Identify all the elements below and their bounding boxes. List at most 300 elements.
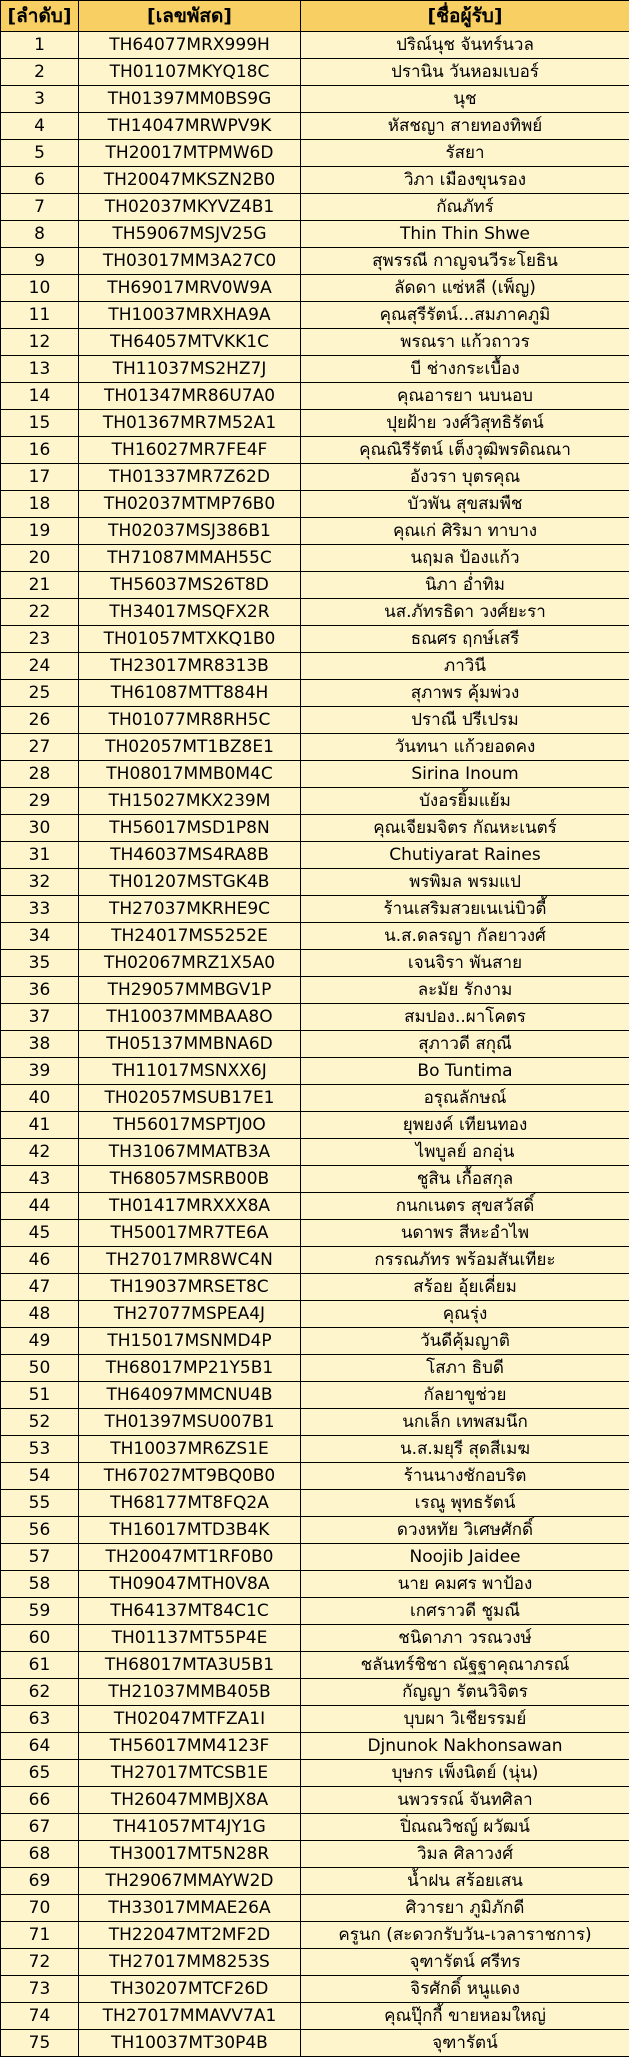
cell-order-number: 26	[1, 707, 79, 734]
cell-tracking-number: TH69017MRV0W9A	[79, 275, 301, 302]
cell-order-number: 37	[1, 1004, 79, 1031]
cell-tracking-number: TH01057MTXKQ1B0	[79, 626, 301, 653]
cell-recipient-name: สุภาพร คุ้มพ่วง	[301, 680, 629, 707]
table-row	[1, 950, 629, 977]
cell-recipient-name: ชลันทร์ชิชา ณัฐฐาคุณาภรณ์	[301, 1652, 629, 1679]
table-row	[1, 1706, 629, 1733]
cell-order-number: 45	[1, 1220, 79, 1247]
cell-recipient-name: ละมัย รักงาม	[301, 977, 629, 1004]
table-row	[1, 572, 629, 599]
cell-tracking-number: TH11017MSNXX6J	[79, 1058, 301, 1085]
cell-order-number: 38	[1, 1031, 79, 1058]
cell-recipient-name: กัลยาขูช่วย	[301, 1382, 629, 1409]
table-row	[1, 1247, 629, 1274]
cell-order-number: 24	[1, 653, 79, 680]
table-row	[1, 194, 629, 221]
cell-order-number: 74	[1, 2003, 79, 2030]
cell-tracking-number: TH68177MT8FQ2A	[79, 1490, 301, 1517]
cell-order-number: 58	[1, 1571, 79, 1598]
cell-tracking-number: TH27017MTCSB1E	[79, 1760, 301, 1787]
cell-order-number: 71	[1, 1922, 79, 1949]
cell-order-number: 72	[1, 1949, 79, 1976]
cell-recipient-name: บุษกร เพ็งนิตย์ (นุ่น)	[301, 1760, 629, 1787]
cell-recipient-name: รัสยา	[301, 140, 629, 167]
cell-tracking-number: TH34017MSQFX2R	[79, 599, 301, 626]
cell-order-number: 29	[1, 788, 79, 815]
table-row	[1, 1598, 629, 1625]
cell-tracking-number: TH01337MR7Z62D	[79, 464, 301, 491]
cell-recipient-name: พรพิมล พรมแป	[301, 869, 629, 896]
cell-tracking-number: TH27017MMAVV7A1	[79, 2003, 301, 2030]
cell-order-number: 17	[1, 464, 79, 491]
table-row	[1, 788, 629, 815]
cell-order-number: 70	[1, 1895, 79, 1922]
cell-order-number: 66	[1, 1787, 79, 1814]
table-row	[1, 1895, 629, 1922]
table-row	[1, 707, 629, 734]
cell-tracking-number: TH11037MS2HZ7J	[79, 356, 301, 383]
table-row	[1, 1625, 629, 1652]
cell-order-number: 15	[1, 410, 79, 437]
cell-order-number: 49	[1, 1328, 79, 1355]
table-row	[1, 491, 629, 518]
cell-tracking-number: TH46037MS4RA8B	[79, 842, 301, 869]
cell-tracking-number: TH27077MSPEA4J	[79, 1301, 301, 1328]
cell-order-number: 46	[1, 1247, 79, 1274]
table-row	[1, 1058, 629, 1085]
cell-recipient-name: นดาพร สีหะอำไพ	[301, 1220, 629, 1247]
table-row	[1, 734, 629, 761]
cell-tracking-number: TH10037MMBAA8O	[79, 1004, 301, 1031]
cell-recipient-name: ปรานิน วันหอมเบอร์	[301, 59, 629, 86]
table-row	[1, 545, 629, 572]
cell-recipient-name: Djnunok Nakhonsawan	[301, 1733, 629, 1760]
table-row	[1, 977, 629, 1004]
table-row	[1, 1868, 629, 1895]
cell-order-number: 62	[1, 1679, 79, 1706]
cell-tracking-number: TH31067MMATB3A	[79, 1139, 301, 1166]
table-row	[1, 680, 629, 707]
cell-tracking-number: TH68017MTA3U5B1	[79, 1652, 301, 1679]
cell-recipient-name: วันดีคุ้มญาติ	[301, 1328, 629, 1355]
cell-tracking-number: TH01347MR86U7A0	[79, 383, 301, 410]
cell-order-number: 51	[1, 1382, 79, 1409]
cell-order-number: 67	[1, 1814, 79, 1841]
cell-tracking-number: TH02037MKYVZ4B1	[79, 194, 301, 221]
cell-tracking-number: TH33017MMAE26A	[79, 1895, 301, 1922]
cell-tracking-number: TH15027MKX239M	[79, 788, 301, 815]
cell-tracking-number: TH20047MKSZN2B0	[79, 167, 301, 194]
table-row	[1, 1193, 629, 1220]
cell-recipient-name: ลัดดา แซ่หลี (เพ็ญ)	[301, 275, 629, 302]
table-row	[1, 896, 629, 923]
cell-recipient-name: นพวรรณ์ จันทศิลา	[301, 1787, 629, 1814]
cell-order-number: 60	[1, 1625, 79, 1652]
cell-recipient-name: ครูนก (สะดวกรับวัน-เวลาราชการ)	[301, 1922, 629, 1949]
table-row	[1, 1652, 629, 1679]
cell-order-number: 6	[1, 167, 79, 194]
cell-order-number: 63	[1, 1706, 79, 1733]
cell-tracking-number: TH56017MSD1P8N	[79, 815, 301, 842]
cell-recipient-name: ร้านเสริมสวยเนเน่บิวตี้	[301, 896, 629, 923]
cell-recipient-name: ดวงหทัย วิเศษศักดิ์	[301, 1517, 629, 1544]
table-row	[1, 923, 629, 950]
cell-recipient-name: กัณภัทร์	[301, 194, 629, 221]
cell-tracking-number: TH15017MSNMD4P	[79, 1328, 301, 1355]
cell-order-number: 4	[1, 113, 79, 140]
cell-order-number: 9	[1, 248, 79, 275]
table-row	[1, 356, 629, 383]
cell-order-number: 35	[1, 950, 79, 977]
table-row	[1, 167, 629, 194]
cell-recipient-name: ภาวินี	[301, 653, 629, 680]
cell-order-number: 65	[1, 1760, 79, 1787]
cell-recipient-name: บุบผา วิเชียรรมย์	[301, 1706, 629, 1733]
cell-order-number: 28	[1, 761, 79, 788]
cell-tracking-number: TH10037MRXHA9A	[79, 302, 301, 329]
cell-order-number: 75	[1, 2030, 79, 2057]
cell-recipient-name: คุณเจียมจิตร กัณหะเนตร์	[301, 815, 629, 842]
cell-order-number: 40	[1, 1085, 79, 1112]
table-row	[1, 1220, 629, 1247]
cell-order-number: 43	[1, 1166, 79, 1193]
cell-recipient-name: นกเล็ก เทพสมนึก	[301, 1409, 629, 1436]
cell-order-number: 32	[1, 869, 79, 896]
cell-order-number: 73	[1, 1976, 79, 2003]
cell-recipient-name: น.ส.มยุรี สุดสีเมฆ	[301, 1436, 629, 1463]
cell-recipient-name: อังวรา บุตรคุณ	[301, 464, 629, 491]
cell-tracking-number: TH30207MTCF26D	[79, 1976, 301, 2003]
cell-recipient-name: เกศราวดี ชูมณี	[301, 1598, 629, 1625]
cell-recipient-name: เรณู พุทธรัตน์	[301, 1490, 629, 1517]
cell-recipient-name: ยุพยงค์ เทียนทอง	[301, 1112, 629, 1139]
table-row	[1, 761, 629, 788]
cell-recipient-name: Thin Thin Shwe	[301, 221, 629, 248]
cell-order-number: 52	[1, 1409, 79, 1436]
cell-order-number: 27	[1, 734, 79, 761]
cell-recipient-name: นาย คมศร พาป้อง	[301, 1571, 629, 1598]
table-row	[1, 2030, 629, 2057]
table-row	[1, 1382, 629, 1409]
cell-recipient-name: โสภา ธิบดี	[301, 1355, 629, 1382]
header-tracking-number: [เลขพัสด]	[79, 1, 301, 32]
cell-recipient-name: คุณสุรีรัตน์...สมภาคภูมิ	[301, 302, 629, 329]
cell-tracking-number: TH41057MT4JY1G	[79, 1814, 301, 1841]
cell-recipient-name: ปราณี ปรีเปรม	[301, 707, 629, 734]
table-row	[1, 518, 629, 545]
cell-recipient-name: Chutiyarat Raines	[301, 842, 629, 869]
table-row	[1, 1166, 629, 1193]
table-row	[1, 1517, 629, 1544]
cell-order-number: 21	[1, 572, 79, 599]
cell-order-number: 5	[1, 140, 79, 167]
table-row	[1, 1922, 629, 1949]
cell-order-number: 1	[1, 32, 79, 59]
cell-tracking-number: TH01397MSU007B1	[79, 1409, 301, 1436]
cell-tracking-number: TH01397MM0BS9G	[79, 86, 301, 113]
cell-recipient-name: Noojib Jaidee	[301, 1544, 629, 1571]
cell-recipient-name: ชนิดาภา วรณวงษ์	[301, 1625, 629, 1652]
table-row	[1, 1841, 629, 1868]
cell-order-number: 31	[1, 842, 79, 869]
table-row	[1, 1409, 629, 1436]
cell-order-number: 7	[1, 194, 79, 221]
cell-recipient-name: คุณรุ่ง	[301, 1301, 629, 1328]
cell-tracking-number: TH22047MT2MF2D	[79, 1922, 301, 1949]
cell-tracking-number: TH56037MS26T8D	[79, 572, 301, 599]
cell-tracking-number: TH64057MTVKK1C	[79, 329, 301, 356]
cell-order-number: 44	[1, 1193, 79, 1220]
cell-order-number: 59	[1, 1598, 79, 1625]
cell-tracking-number: TH59067MSJV25G	[79, 221, 301, 248]
table-row	[1, 410, 629, 437]
cell-order-number: 18	[1, 491, 79, 518]
cell-order-number: 2	[1, 59, 79, 86]
table-body	[1, 32, 629, 2057]
cell-recipient-name: คุณปุ๊กกี้ ขายหอมใหญ่	[301, 2003, 629, 2030]
header-recipient-name: [ชื่อผู้รับ]	[301, 1, 629, 32]
cell-tracking-number: TH27017MR8WC4N	[79, 1247, 301, 1274]
table-row	[1, 599, 629, 626]
cell-tracking-number: TH01207MSTGK4B	[79, 869, 301, 896]
table-header	[1, 1, 629, 32]
cell-tracking-number: TH09047MTH0V8A	[79, 1571, 301, 1598]
cell-tracking-number: TH16027MR7FE4F	[79, 437, 301, 464]
cell-recipient-name: ศิวารยา ภูมิภักดี	[301, 1895, 629, 1922]
cell-tracking-number: TH01107MKYQ18C	[79, 59, 301, 86]
table-row	[1, 1814, 629, 1841]
cell-order-number: 23	[1, 626, 79, 653]
table-row	[1, 86, 629, 113]
cell-recipient-name: กนกเนตร สุขสวัสดิ์	[301, 1193, 629, 1220]
cell-recipient-name: กรรณภัทร พร้อมสันเทียะ	[301, 1247, 629, 1274]
cell-tracking-number: TH61087MTT884H	[79, 680, 301, 707]
cell-tracking-number: TH50017MR7TE6A	[79, 1220, 301, 1247]
cell-tracking-number: TH03017MM3A27C0	[79, 248, 301, 275]
table-row	[1, 140, 629, 167]
table-row	[1, 1949, 629, 1976]
cell-tracking-number: TH02067MRZ1X5A0	[79, 950, 301, 977]
cell-tracking-number: TH19037MRSET8C	[79, 1274, 301, 1301]
cell-tracking-number: TH29067MMAYW2D	[79, 1868, 301, 1895]
cell-tracking-number: TH24017MS5252E	[79, 923, 301, 950]
table-row	[1, 464, 629, 491]
cell-recipient-name: กัญญา รัตนวิจิตร	[301, 1679, 629, 1706]
cell-recipient-name: สุพรรณี กาญจนวีระโยธิน	[301, 248, 629, 275]
cell-order-number: 30	[1, 815, 79, 842]
cell-order-number: 3	[1, 86, 79, 113]
cell-order-number: 22	[1, 599, 79, 626]
cell-recipient-name: บังอรยิ้มแย้ม	[301, 788, 629, 815]
cell-tracking-number: TH20047MT1RF0B0	[79, 1544, 301, 1571]
cell-order-number: 19	[1, 518, 79, 545]
cell-order-number: 47	[1, 1274, 79, 1301]
cell-tracking-number: TH10037MR6ZS1E	[79, 1436, 301, 1463]
cell-order-number: 61	[1, 1652, 79, 1679]
cell-tracking-number: TH20017MTPMW6D	[79, 140, 301, 167]
table-row	[1, 1733, 629, 1760]
table-row	[1, 842, 629, 869]
cell-order-number: 33	[1, 896, 79, 923]
cell-tracking-number: TH10037MT30P4B	[79, 2030, 301, 2057]
cell-recipient-name: จิรศักดิ์ หนูแดง	[301, 1976, 629, 2003]
table-row	[1, 1436, 629, 1463]
cell-recipient-name: นุช	[301, 86, 629, 113]
cell-recipient-name: ชูสิน เกื้อสกุล	[301, 1166, 629, 1193]
table-row	[1, 1112, 629, 1139]
cell-tracking-number: TH68057MSRB00B	[79, 1166, 301, 1193]
cell-recipient-name: อรุณลักษณ์	[301, 1085, 629, 1112]
cell-order-number: 39	[1, 1058, 79, 1085]
table-row	[1, 1976, 629, 2003]
cell-tracking-number: TH14047MRWPV9K	[79, 113, 301, 140]
table-row	[1, 1301, 629, 1328]
cell-recipient-name: นส.ภัทรธิดา วงศ์ยะรา	[301, 599, 629, 626]
cell-recipient-name: จุฑารัตน์	[301, 2030, 629, 2057]
cell-recipient-name: น้ำฝน สร้อยเสน	[301, 1868, 629, 1895]
cell-recipient-name: หัสชญา สายทองทิพย์	[301, 113, 629, 140]
cell-recipient-name: วันทนา แก้วยอดคง	[301, 734, 629, 761]
cell-order-number: 11	[1, 302, 79, 329]
cell-tracking-number: TH02057MSUB17E1	[79, 1085, 301, 1112]
cell-tracking-number: TH71087MMAH55C	[79, 545, 301, 572]
cell-recipient-name: สมปอง..ผาโคตร	[301, 1004, 629, 1031]
cell-recipient-name: นิภา อ่ำทิม	[301, 572, 629, 599]
cell-recipient-name: ไพบูลย์ อกอุ่น	[301, 1139, 629, 1166]
cell-tracking-number: TH56017MSPTJ0O	[79, 1112, 301, 1139]
cell-recipient-name: น.ส.ดลรญา กัลยาวงศ์	[301, 923, 629, 950]
table-row	[1, 221, 629, 248]
cell-recipient-name: นฤมล ป้องแก้ว	[301, 545, 629, 572]
cell-tracking-number: TH68017MP21Y5B1	[79, 1355, 301, 1382]
cell-order-number: 36	[1, 977, 79, 1004]
table-row	[1, 437, 629, 464]
cell-tracking-number: TH56017MM4123F	[79, 1733, 301, 1760]
table-row	[1, 302, 629, 329]
cell-order-number: 20	[1, 545, 79, 572]
header-order-number: [ลำดับ]	[1, 1, 79, 32]
cell-order-number: 25	[1, 680, 79, 707]
cell-order-number: 69	[1, 1868, 79, 1895]
table-row	[1, 1139, 629, 1166]
cell-tracking-number: TH64077MRX999H	[79, 32, 301, 59]
table-row	[1, 1787, 629, 1814]
cell-tracking-number: TH02047MTFZA1I	[79, 1706, 301, 1733]
cell-recipient-name: สุภาวดี สกุณี	[301, 1031, 629, 1058]
cell-recipient-name: บี ช่างกระเบื้อง	[301, 356, 629, 383]
cell-tracking-number: TH05137MMBNA6D	[79, 1031, 301, 1058]
table-row	[1, 329, 629, 356]
cell-recipient-name: วิภา เมืองขุนรอง	[301, 167, 629, 194]
cell-tracking-number: TH64137MT84C1C	[79, 1598, 301, 1625]
table-row	[1, 383, 629, 410]
cell-recipient-name: บัวพัน สุขสมพืช	[301, 491, 629, 518]
cell-order-number: 8	[1, 221, 79, 248]
cell-recipient-name: Bo Tuntima	[301, 1058, 629, 1085]
table-row	[1, 59, 629, 86]
table-row	[1, 1274, 629, 1301]
table-row	[1, 1760, 629, 1787]
cell-recipient-name: สร้อย อุ้ยเคี่ยม	[301, 1274, 629, 1301]
cell-tracking-number: TH67027MT9BQ0B0	[79, 1463, 301, 1490]
cell-order-number: 10	[1, 275, 79, 302]
cell-order-number: 16	[1, 437, 79, 464]
table-row	[1, 1031, 629, 1058]
cell-tracking-number: TH30017MT5N28R	[79, 1841, 301, 1868]
table-row	[1, 1571, 629, 1598]
cell-order-number: 42	[1, 1139, 79, 1166]
cell-tracking-number: TH16017MTD3B4K	[79, 1517, 301, 1544]
table-row	[1, 32, 629, 59]
cell-recipient-name: ปริณ์นุช จันทร์นวล	[301, 32, 629, 59]
cell-recipient-name: พรณรา แก้วถาวร	[301, 329, 629, 356]
cell-recipient-name: ปุยฝ้าย วงศ์วิสุทธิรัตน์	[301, 410, 629, 437]
cell-recipient-name: เจนจิรา พันสาย	[301, 950, 629, 977]
cell-order-number: 53	[1, 1436, 79, 1463]
cell-recipient-name: คุณณิรีรัตน์ เต็งวุฒิพรดิณณา	[301, 437, 629, 464]
cell-tracking-number: TH64097MMCNU4B	[79, 1382, 301, 1409]
cell-tracking-number: TH23017MR8313B	[79, 653, 301, 680]
table-row	[1, 869, 629, 896]
table-row	[1, 1679, 629, 1706]
cell-tracking-number: TH01367MR7M52A1	[79, 410, 301, 437]
cell-tracking-number: TH01137MT55P4E	[79, 1625, 301, 1652]
cell-tracking-number: TH27017MM8253S	[79, 1949, 301, 1976]
table-row	[1, 113, 629, 140]
cell-order-number: 14	[1, 383, 79, 410]
table-row	[1, 2003, 629, 2030]
header-row	[1, 1, 629, 32]
table-row	[1, 815, 629, 842]
cell-tracking-number: TH08017MMB0M4C	[79, 761, 301, 788]
cell-recipient-name: คุณอารยา นบนอบ	[301, 383, 629, 410]
table-row	[1, 1490, 629, 1517]
table-row	[1, 1355, 629, 1382]
cell-recipient-name: จุฑารัตน์ ศรีทร	[301, 1949, 629, 1976]
cell-order-number: 13	[1, 356, 79, 383]
cell-order-number: 64	[1, 1733, 79, 1760]
cell-tracking-number: TH02037MSJ386B1	[79, 518, 301, 545]
cell-order-number: 55	[1, 1490, 79, 1517]
cell-tracking-number: TH02057MT1BZ8E1	[79, 734, 301, 761]
cell-tracking-number: TH21037MMB405B	[79, 1679, 301, 1706]
table-row	[1, 275, 629, 302]
cell-order-number: 50	[1, 1355, 79, 1382]
cell-tracking-number: TH29057MMBGV1P	[79, 977, 301, 1004]
cell-order-number: 57	[1, 1544, 79, 1571]
table-row	[1, 653, 629, 680]
table-row	[1, 1544, 629, 1571]
cell-tracking-number: TH27037MKRHE9C	[79, 896, 301, 923]
cell-order-number: 56	[1, 1517, 79, 1544]
cell-tracking-number: TH01417MRXXX8A	[79, 1193, 301, 1220]
cell-order-number: 41	[1, 1112, 79, 1139]
cell-tracking-number: TH01077MR8RH5C	[79, 707, 301, 734]
cell-recipient-name: ร้านนางชักอบริต	[301, 1463, 629, 1490]
cell-recipient-name: วิมล ศิลาวงศ์	[301, 1841, 629, 1868]
cell-tracking-number: TH02037MTMP76B0	[79, 491, 301, 518]
table-row	[1, 1004, 629, 1031]
table-row	[1, 1463, 629, 1490]
table-row	[1, 626, 629, 653]
cell-recipient-name: ธณศร ฤกษ์เสรี	[301, 626, 629, 653]
cell-recipient-name: คุณเก่ ศิริมา ทาบาง	[301, 518, 629, 545]
table-row	[1, 248, 629, 275]
table-row	[1, 1085, 629, 1112]
cell-order-number: 48	[1, 1301, 79, 1328]
cell-order-number: 12	[1, 329, 79, 356]
cell-order-number: 54	[1, 1463, 79, 1490]
